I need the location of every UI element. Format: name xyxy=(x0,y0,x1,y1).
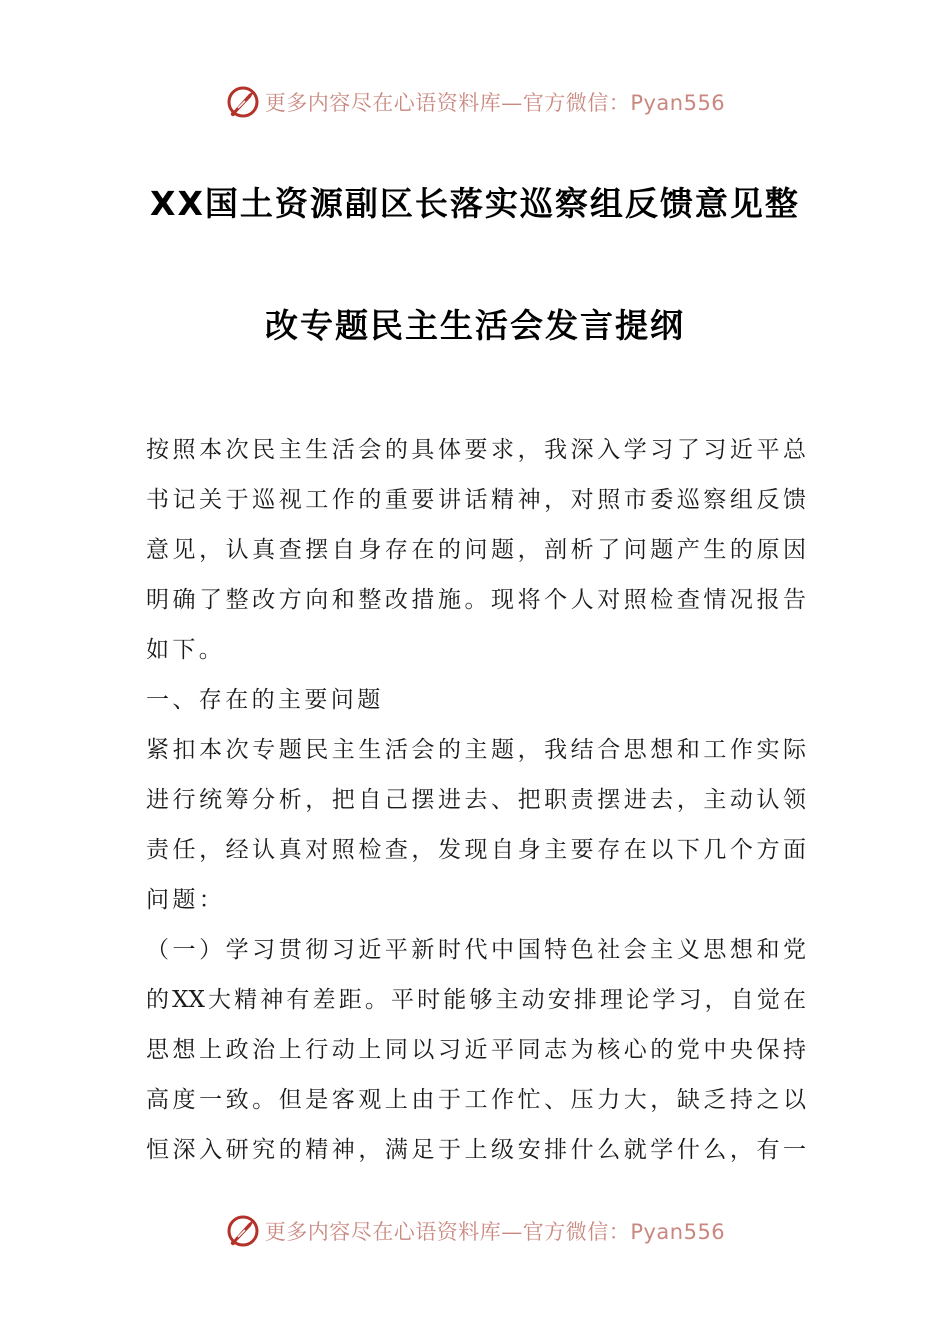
body-line: 意见，认真查摆自身存在的问题，剖析了问题产生的原因 xyxy=(146,537,806,563)
document-title-line-1: XX国土资源副区长落实巡察组反馈意见整 xyxy=(150,184,800,223)
body-line: （一）学习贯彻习近平新时代中国特色社会主义思想和党 xyxy=(146,937,806,963)
quill-logo-icon xyxy=(225,1213,261,1249)
body-line: 恒深入研究的精神，满足于上级安排什么就学什么，有一 xyxy=(146,1137,806,1163)
body-line: 明确了整改方向和整改措施。现将个人对照检查情况报告 xyxy=(146,587,806,613)
body-line: 思想上政治上行动上同以习近平同志为核心的党中央保持 xyxy=(146,1037,806,1063)
body-line: 紧扣本次专题民主生活会的主题，我结合思想和工作实际 xyxy=(146,737,806,763)
body-line: 按照本次民主生活会的具体要求，我深入学习了习近平总 xyxy=(146,437,806,463)
body-line: 进行统筹分析，把自己摆进去、把职责摆进去，主动认领 xyxy=(146,787,806,813)
body-line: 高度一致。但是客观上由于工作忙、压力大，缺乏持之以 xyxy=(146,1087,806,1113)
document-body xyxy=(146,425,806,1175)
watermark-text: 更多内容尽在心语资料库—官方微信：Pyan556 xyxy=(264,1220,726,1244)
body-line: 的XX大精神有差距。平时能够主动安排理论学习，自觉在 xyxy=(146,987,806,1013)
watermark-banner-top xyxy=(0,80,950,124)
document-title-line-2: 改专题民主生活会发言提纲 xyxy=(265,306,685,345)
section-heading: 一、存在的主要问题 xyxy=(146,687,384,713)
body-line: 如下。 xyxy=(146,637,226,663)
body-line: 书记关于巡视工作的重要讲话精神，对照市委巡察组反馈 xyxy=(146,487,806,513)
watermark-text: 更多内容尽在心语资料库—官方微信：Pyan556 xyxy=(264,91,726,115)
body-line: 责任，经认真对照检查，发现自身主要存在以下几个方面 xyxy=(146,837,806,863)
body-line: 问题： xyxy=(146,887,226,913)
watermark-banner-bottom xyxy=(0,1209,950,1253)
quill-logo-icon xyxy=(225,84,261,120)
